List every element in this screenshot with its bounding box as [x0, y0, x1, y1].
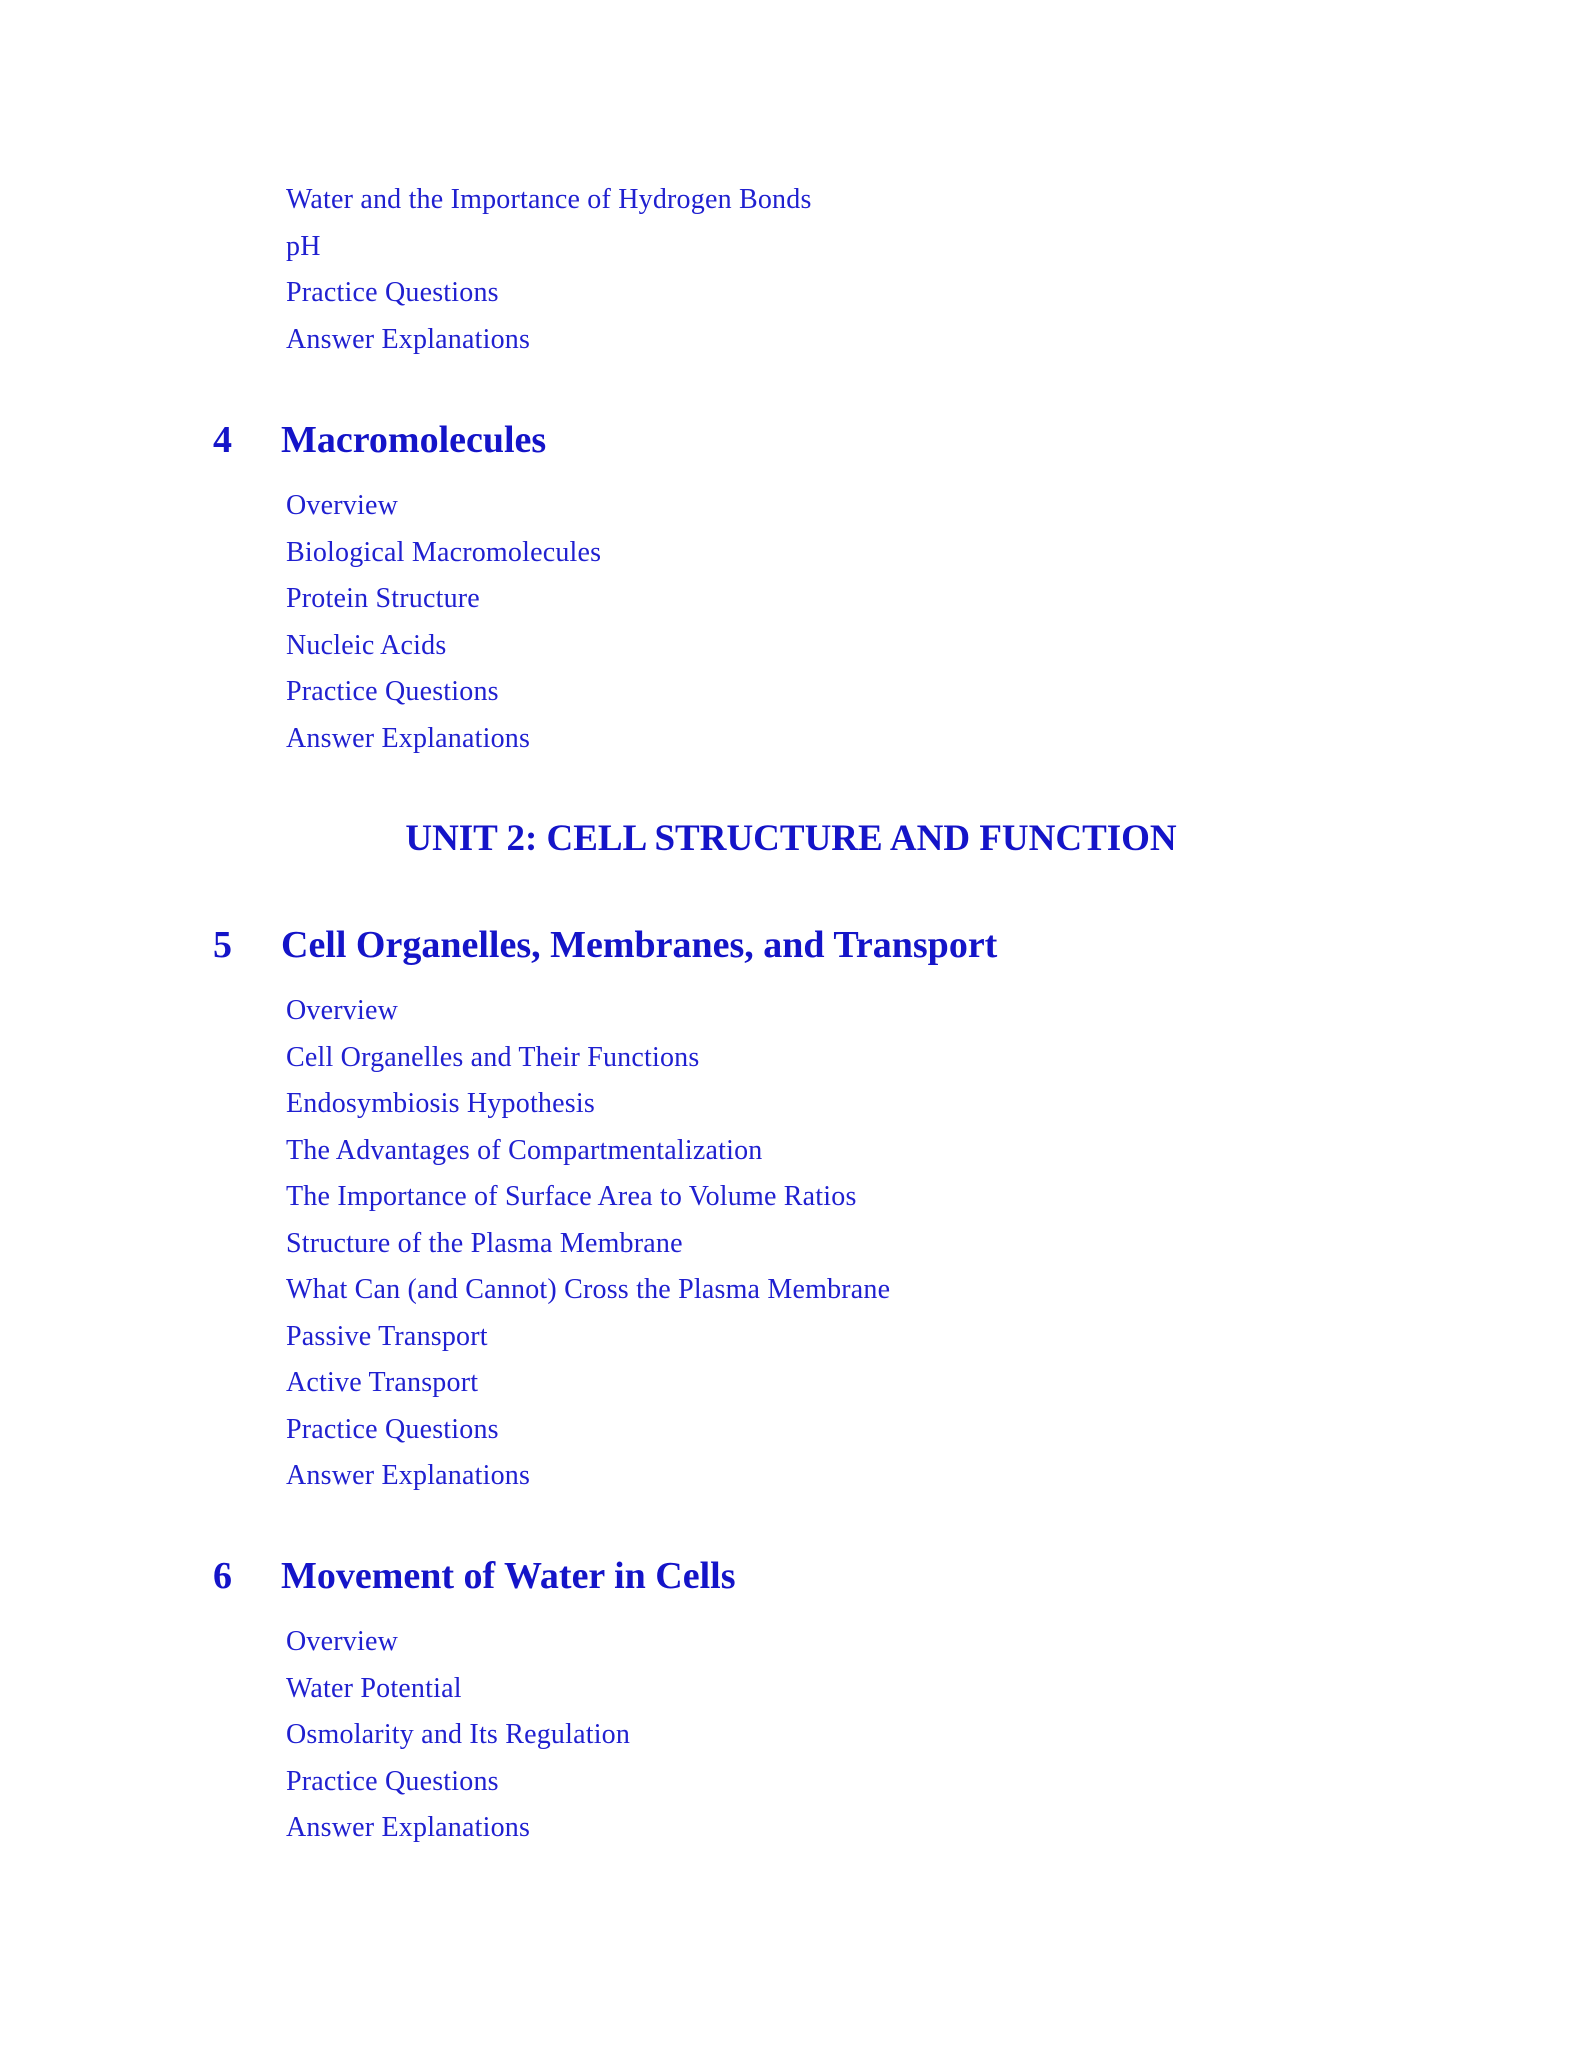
toc-entry[interactable]: Water Potential	[286, 1672, 462, 1704]
toc-entry[interactable]: Biological Macromolecules	[286, 536, 602, 568]
toc-entry[interactable]: Passive Transport	[286, 1320, 488, 1352]
toc-entry[interactable]: Structure of the Plasma Membrane	[286, 1227, 683, 1259]
toc-entry[interactable]: Answer Explanations	[286, 722, 531, 754]
toc-entry[interactable]: Overview	[286, 995, 399, 1026]
unit-heading: UNIT 2: CELL STRUCTURE AND FUNCTION	[405, 818, 1177, 859]
chapter-number: 6	[213, 1555, 232, 1597]
toc-entry[interactable]: pH	[286, 230, 321, 262]
chapter-5-entries	[286, 988, 890, 1500]
chapter-title[interactable]: Macromolecules	[281, 419, 547, 461]
chapter-4-heading	[0, 415, 1582, 465]
toc-entry[interactable]: Water and the Importance of Hydrogen Bonds	[286, 184, 812, 215]
toc-entry[interactable]: Practice Questions	[286, 277, 499, 308]
chapter-6-heading	[0, 1551, 1582, 1601]
chapter-5-heading	[0, 920, 1582, 970]
chapter-number: 5	[213, 924, 232, 966]
toc-entry[interactable]: Practice Questions	[286, 1765, 499, 1797]
toc-entry[interactable]: Osmolarity and Its Regulation	[286, 1719, 631, 1750]
toc-entry[interactable]: What Can (and Cannot) Cross the Plasma Membrane	[286, 1274, 891, 1305]
toc-entry[interactable]: Answer Explanations	[286, 323, 531, 355]
chapter-number: 4	[213, 419, 232, 461]
toc-entry[interactable]: The Importance of Surface Area to Volume Ratios	[286, 1181, 857, 1212]
chapter-6-entries	[286, 1619, 630, 1852]
toc-entry[interactable]: Nucleic Acids	[286, 629, 447, 661]
chapter-title[interactable]: Cell Organelles, Membranes, and Transport	[281, 924, 998, 966]
chapter-4-entries	[286, 483, 601, 762]
toc-entry[interactable]: Overview	[286, 1626, 399, 1657]
chapter-title[interactable]: Movement of Water in Cells	[281, 1555, 736, 1597]
toc-entry[interactable]: Cell Organelles and Their Functions	[286, 1041, 700, 1073]
toc-entry[interactable]: Protein Structure	[286, 583, 480, 614]
toc-entry[interactable]: Endosymbiosis Hypothesis	[286, 1088, 595, 1119]
toc-entry[interactable]: Practice Questions	[286, 676, 499, 707]
continued-section-entries	[286, 177, 812, 363]
toc-entry[interactable]: Overview	[286, 490, 399, 521]
toc-entry[interactable]: Answer Explanations	[286, 1812, 531, 1843]
toc-entry[interactable]: Active Transport	[286, 1367, 479, 1398]
toc-entry[interactable]: Answer Explanations	[286, 1460, 531, 1491]
toc-entry[interactable]: Practice Questions	[286, 1413, 499, 1445]
toc-entry[interactable]: The Advantages of Compartmentalization	[286, 1134, 763, 1166]
